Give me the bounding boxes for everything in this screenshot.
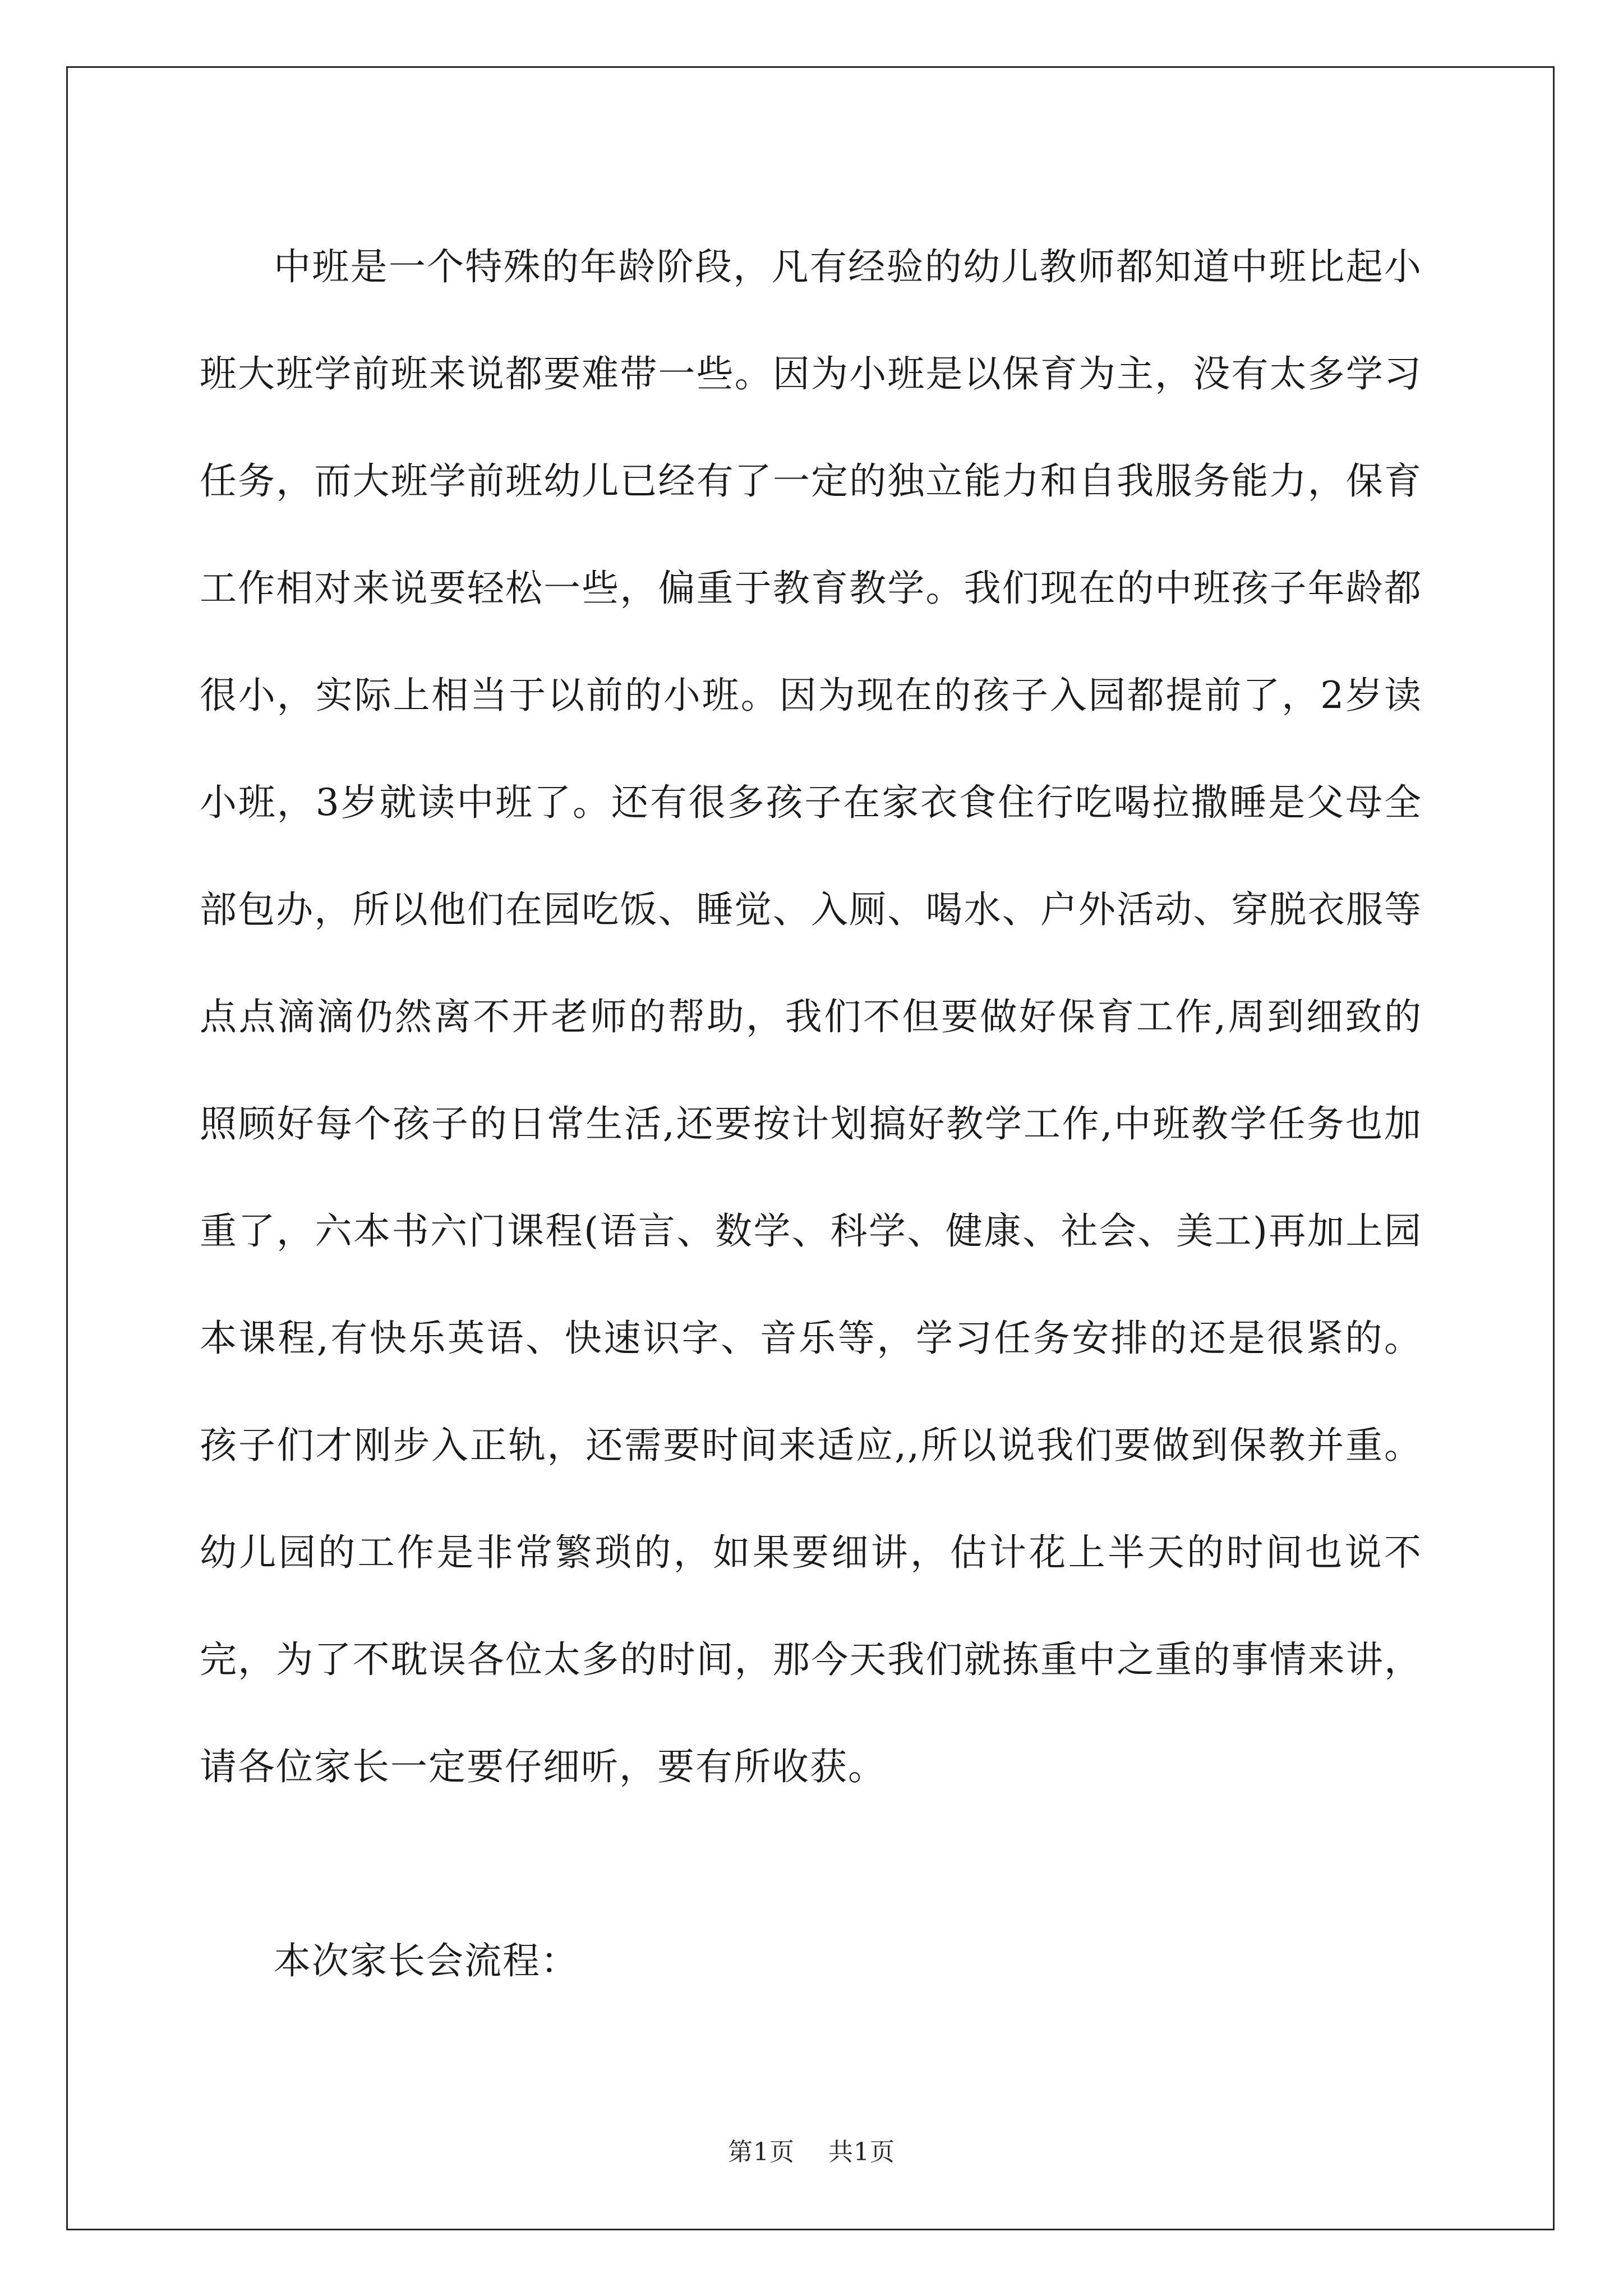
page-footer <box>0 2132 1623 2168</box>
page-number: 第1页 <box>728 2138 795 2166</box>
body-paragraph: 中班是一个特殊的年龄阶段，凡有经验的幼儿教师都知道中班比起小班大班学前班来说都要难带一些。因为小班是以保育为主，没有太多学习任务，而大班学前班幼儿已经有了一定的独立能力和自我服务能力，保育工作相对来说要轻松一些，偏重于教育教学。我们现在的中班孩子年龄都很小，实际上相当于以前的小班。因为现在的孩子入园都提前了，2岁读小班，3岁就读中班了。还有很多孩子在家衣食住行吃喝拉撒睡是父母全部包办，所以他们在园吃饭、睡觉、入厕、喝水、户外活动、穿脱衣服等点点滴滴仍然离不开老师的帮助，我们不但要做好保育工作,周到细致的照顾好每个孩子的日常生活,还要按计划搞好教学工作,中班教学任务也加重了，六本书六门课程(语言、数学、科学、健康、社会、美工)再加上园本课程,有快乐英语、快速识字、音乐等，学习任务安排的还是很紧的。孩子们才刚步入正轨，还需要时间来适应,,所以说我们要做到保教并重。幼儿园的工作是非常繁琐的，如果要细讲，估计花上半天的时间也说不完，为了不耽误各位太多的时间，那今天我们就拣重中之重的事情来讲，请各位家长一定要仔细听，要有所收获。 <box>200 245 1422 1788</box>
page-total: 共1页 <box>828 2138 895 2166</box>
meeting-agenda-heading: 本次家长会流程： <box>274 1939 579 1982</box>
